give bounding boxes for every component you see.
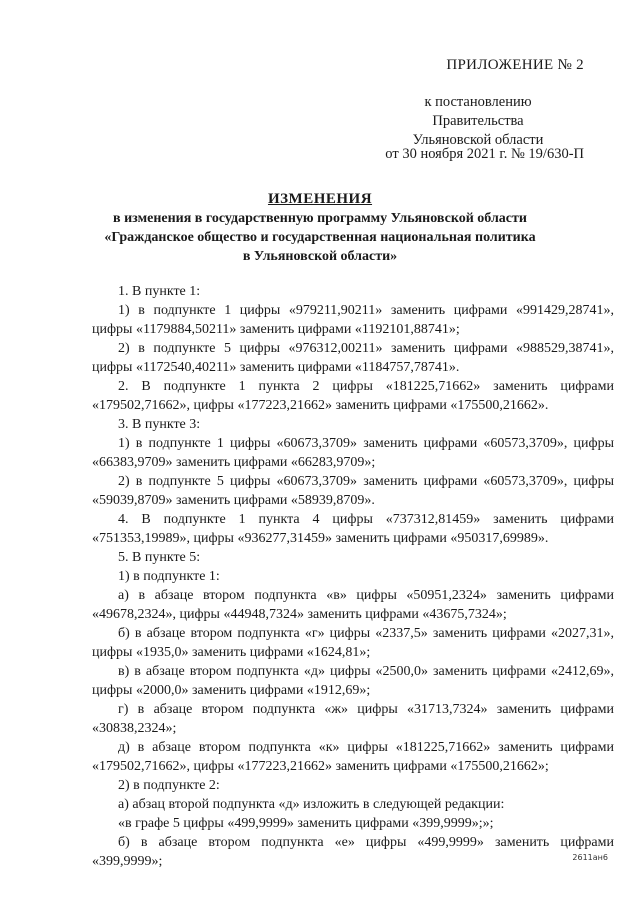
document-title — [92, 190, 548, 266]
paragraph: 5. В пункте 5: — [118, 550, 201, 565]
paragraph: г) в абзаце втором подпункта «ж» цифры «31713,7324» заменить цифрами «30838,2324»; — [92, 702, 614, 736]
paragraph: б) в абзаце втором подпункта «г» цифры «2337,5» заменить цифрами «2027,31», цифры «1935,0» заменить цифрами «1624,81»; — [92, 626, 614, 660]
resolution-date-number: от 30 ноября 2021 г. № 19/630-П — [385, 146, 584, 162]
paragraph: б) в абзаце втором подпункта «е» цифры «499,9999» заменить цифрами «399,9999»; — [92, 835, 614, 869]
paragraph: а) в абзаце втором подпункта «в» цифры «50951,2324» заменить цифрами «49678,2324», цифры «44948,7324» заменить цифрами «43675,7324»; — [92, 588, 614, 622]
paragraph: 1. В пункте 1: — [118, 284, 201, 299]
document-body — [92, 282, 614, 871]
paragraph: а) абзац второй подпункта «д» изложить в следующей редакции: — [118, 797, 505, 812]
paragraph: 2. В подпункте 1 пункта 2 цифры «181225,71662» заменить цифрами «179502,71662», цифры «177223,21662» заменить цифрами «175500,21662». — [92, 379, 614, 413]
paragraph: 1) в подпункте 1: — [118, 569, 220, 584]
paragraph: «в графе 5 цифры «499,9999» заменить цифрами «399,9999»;»; — [118, 816, 494, 831]
appendix-label: ПРИЛОЖЕНИЕ № 2 — [446, 57, 584, 73]
title-line-2: «Гражданское общество и государственная национальная политика — [104, 230, 536, 245]
paragraph: 2) в подпункте 5 цифры «976312,00211» заменить цифрами «988529,38741», цифры «1172540,40211» заменить цифрами «1184757,78741». — [92, 341, 614, 375]
paragraph: 2) в подпункте 5 цифры «60673,3709» заменить цифрами «60573,3709», цифры «59039,8709» заменить цифрами «58939,8709». — [92, 474, 614, 508]
resolution-reference — [378, 93, 578, 150]
title-main: ИЗМЕНЕНИЯ — [267, 191, 373, 207]
paragraph: 4. В подпункте 1 пункта 4 цифры «737312,81459» заменить цифрами «751353,19989», цифры «936277,31459» заменить цифрами «950317,69989». — [92, 512, 614, 546]
paragraph: 1) в подпункте 1 цифры «60673,3709» заменить цифрами «60573,3709», цифры «66383,9709» заменить цифрами «66283,9709»; — [92, 436, 614, 470]
paragraph: д) в абзаце втором подпункта «к» цифры «181225,71662» заменить цифрами «179502,71662», цифры «177223,21662» заменить цифрами «175500,21662»; — [92, 740, 614, 774]
title-line-1: в изменения в государственную программу Ульяновской области — [113, 211, 527, 226]
title-line-3: в Ульяновской области» — [242, 249, 398, 264]
paragraph: в) в абзаце втором подпункта «д» цифры «2500,0» заменить цифрами «2412,69», цифры «2000,0» заменить цифрами «1912,69»; — [92, 664, 614, 698]
paragraph: 2) в подпункте 2: — [118, 778, 220, 793]
paragraph: 3. В пункте 3: — [118, 417, 201, 432]
resolution-line-1: к постановлению Правительства — [424, 94, 532, 129]
paragraph: 1) в подпункте 1 цифры «979211,90211» заменить цифрами «991429,28741», цифры «1179884,50211» заменить цифрами «1192101,88741»; — [92, 303, 614, 337]
document-code: 2611ан6 — [572, 853, 608, 862]
resolution-line-2: Ульяновской области — [412, 132, 544, 148]
